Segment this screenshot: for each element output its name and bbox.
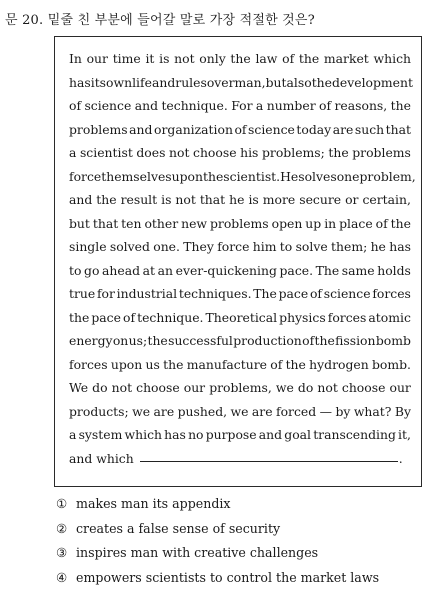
passage-box <box>54 36 422 487</box>
passage-word: are <box>332 121 354 137</box>
passage-word: that <box>385 121 411 137</box>
passage-word: not <box>317 380 338 395</box>
passage-word: the <box>285 356 306 372</box>
passage-word: secure <box>299 192 342 207</box>
passage-word: forces <box>372 286 411 301</box>
passage-word: has <box>164 427 186 442</box>
passage-word: For <box>231 98 253 113</box>
passage-word: we <box>275 380 294 395</box>
passage-word: goal <box>284 427 312 442</box>
passage-line <box>69 118 411 142</box>
option-number: ③ <box>56 545 68 560</box>
passage-word: number <box>266 98 316 113</box>
passage-word: own <box>106 74 133 90</box>
passage-line <box>69 282 411 306</box>
passage-word: We <box>69 380 89 395</box>
answer-option-1[interactable] <box>56 492 379 517</box>
passage-word: is <box>248 192 259 207</box>
passage-word: ten <box>121 215 142 231</box>
passage-word: has <box>69 74 91 90</box>
passage-word: which <box>124 427 162 442</box>
passage-word: does <box>136 145 166 160</box>
passage-word: the <box>298 51 320 66</box>
passage-word: problems <box>209 215 269 231</box>
passage-word: for <box>96 286 115 301</box>
passage-word: He <box>280 168 299 184</box>
passage-word: on <box>112 333 129 348</box>
passage-word: the <box>203 168 224 184</box>
passage-word: the <box>390 215 411 231</box>
passage-word: ahead <box>102 262 141 278</box>
passage-word: not <box>169 145 190 160</box>
passage-word: scientist <box>79 145 133 160</box>
passage-word: upon <box>110 356 143 372</box>
passage-word: themselves <box>101 168 172 184</box>
passage-word: its <box>90 74 107 90</box>
passage-word: upon <box>171 168 203 184</box>
passage-word: not <box>174 51 195 66</box>
passage-word: open <box>271 215 303 231</box>
passage-line <box>69 259 411 283</box>
passage-line <box>69 423 411 447</box>
passage-word: — <box>319 403 333 419</box>
passage-word: a <box>69 145 77 160</box>
passage-word: our <box>389 380 411 395</box>
passage-word: to <box>69 262 82 278</box>
passage-line <box>69 94 411 118</box>
passage-word: organization <box>154 121 233 137</box>
passage-word: not <box>111 380 133 395</box>
passage-word: law <box>255 51 278 66</box>
option-text: empowers scientists to control the market laws <box>76 569 380 585</box>
passage-word: market <box>323 51 369 66</box>
passage-word: production <box>233 333 302 348</box>
passage-word: that <box>199 192 226 207</box>
passage-line <box>69 400 411 424</box>
passage-line <box>69 165 416 189</box>
passage-word: of <box>302 333 315 348</box>
passage-word: it, <box>398 427 411 442</box>
passage-word: physics <box>279 309 326 325</box>
passage-word: the <box>69 309 90 325</box>
passage-word: the <box>147 333 168 348</box>
passage-word: solved <box>109 239 150 254</box>
passage-word: he <box>370 239 386 254</box>
passage-word: same <box>341 262 375 278</box>
passage-word: over <box>206 74 235 90</box>
passage-line <box>69 47 411 71</box>
passage-word: and <box>129 121 153 137</box>
passage-word: new <box>181 215 208 231</box>
passage-word: him <box>252 239 277 254</box>
passage-word: us; <box>128 333 148 348</box>
passage-word: problems <box>352 145 411 160</box>
passage-word: bomb. <box>371 356 411 372</box>
passage-word: system <box>78 427 123 442</box>
passage-word: pace <box>91 309 121 325</box>
passage-word: science <box>84 98 132 113</box>
passage-word: we <box>230 403 249 419</box>
passage-word: techniques. <box>178 286 252 301</box>
passage-word: pace <box>278 286 309 301</box>
passage-word: us <box>145 356 160 372</box>
passage-word: but <box>69 215 90 231</box>
option-text: creates a false sense of security <box>76 520 281 536</box>
passage-word: of <box>309 286 322 301</box>
passage-line <box>69 447 411 471</box>
passage-word: the <box>163 356 184 372</box>
passage-word: problems; <box>261 145 325 160</box>
passage-word: at <box>142 262 156 278</box>
passage-word: atomic <box>368 309 411 325</box>
passage-word: also <box>286 74 312 90</box>
passage-word: such <box>354 121 385 137</box>
passage-word: development <box>331 74 413 90</box>
passage-line <box>69 353 411 377</box>
passage-word: of <box>282 51 295 66</box>
passage-word: them; <box>331 239 368 254</box>
passage-word: and <box>151 74 176 90</box>
passage-word: forced <box>276 403 317 419</box>
passage-word: purpose <box>205 427 257 442</box>
passage-word: or <box>345 192 359 207</box>
passage-word: technique. <box>161 98 228 113</box>
passage-word: energy <box>69 333 113 348</box>
passage-word: technique. <box>137 309 204 325</box>
passage-word: his <box>240 145 259 160</box>
passage-word: reasons, <box>334 98 388 113</box>
passage-word: the <box>314 333 335 348</box>
passage-word: he <box>229 192 245 207</box>
passage-word: of <box>69 98 82 113</box>
passage-word: result <box>120 192 158 207</box>
passage-line <box>69 329 411 353</box>
passage-word: an <box>157 262 174 278</box>
answer-option-3[interactable] <box>56 541 379 566</box>
passage-word: up <box>305 215 322 231</box>
passage-word: choose <box>193 145 237 160</box>
passage-word: science <box>323 286 371 301</box>
passage-word: the <box>311 74 332 90</box>
passage-word: has <box>389 239 411 254</box>
passage-word: rules <box>175 74 207 90</box>
passage-word: bomb <box>375 333 411 348</box>
passage-word: of <box>123 309 136 325</box>
passage-word: true <box>69 286 96 301</box>
passage-word: do <box>92 380 108 395</box>
passage-word: transcending <box>313 427 396 442</box>
passage-word: do <box>297 380 314 395</box>
passage-word: only <box>199 51 226 66</box>
option-number: ① <box>56 496 68 511</box>
passage-line <box>69 376 411 400</box>
passage-word: industrial <box>116 286 178 301</box>
passage-word: Theoretical <box>205 309 278 325</box>
passage-word: and <box>258 427 283 442</box>
passage-word: forces <box>327 309 367 325</box>
passage-text <box>69 47 416 470</box>
passage-word: but <box>265 74 287 90</box>
question-header <box>5 9 315 28</box>
passage-word: holds <box>377 262 411 278</box>
passage-word: the <box>96 192 117 207</box>
passage-word: pace. <box>279 262 314 278</box>
passage-word: life <box>132 74 152 90</box>
passage-word: choose <box>136 380 180 395</box>
passage-line <box>69 71 411 95</box>
answer-option-2[interactable] <box>56 517 379 542</box>
passage-word: is <box>161 192 172 207</box>
passage-word: in <box>324 215 337 231</box>
passage-word: one <box>336 168 360 184</box>
passage-word: of <box>234 121 247 137</box>
option-text: makes man its appendix <box>76 496 231 511</box>
passage-word: products; <box>69 403 129 419</box>
passage-word: that <box>92 215 119 231</box>
passage-word: By <box>394 403 411 419</box>
passage-word: forces <box>69 356 108 372</box>
passage-word: and <box>69 192 93 207</box>
question-prompt: 밑줄 친 부분에 들어갈 말로 가장 적절한 것은? <box>47 13 315 28</box>
passage-line <box>69 235 411 259</box>
passage-word: solve <box>295 239 328 254</box>
passage-word: of <box>270 356 283 372</box>
passage-line <box>69 188 411 212</box>
passage-word: not <box>175 192 196 207</box>
passage-word: a <box>69 427 77 442</box>
passage-word: which <box>373 51 411 66</box>
passage-line <box>69 306 411 330</box>
passage-word: ever-quickening <box>175 262 277 278</box>
passage-word: more <box>262 192 296 207</box>
passage-word: are <box>251 403 273 419</box>
passage-line <box>69 212 411 236</box>
passage-word: to <box>279 239 293 254</box>
passage-word: we <box>132 403 151 419</box>
passage-word: hydrogen <box>309 356 369 372</box>
passage-word: man, <box>234 74 266 90</box>
passage-word: science <box>248 121 295 137</box>
passage-word: place <box>339 215 373 231</box>
passage-word: fission <box>335 333 376 348</box>
passage-word: and which <box>69 450 134 466</box>
passage-word: it <box>145 51 155 66</box>
passage-word: a <box>255 98 264 113</box>
passage-word: our <box>183 380 206 395</box>
answer-option-4[interactable] <box>56 566 379 591</box>
passage-word: is <box>159 51 170 66</box>
passage-word: are <box>153 403 175 419</box>
question-number: 문 20. <box>5 13 44 28</box>
passage-word: other <box>144 215 179 231</box>
passage-word: The <box>315 262 340 278</box>
passage-word: the <box>328 145 349 160</box>
passage-word: problem, <box>359 168 416 184</box>
passage-word: problems, <box>209 380 272 395</box>
passage-word: manufacture <box>186 356 267 372</box>
passage-word: single <box>69 239 107 254</box>
option-number: ④ <box>56 569 68 585</box>
passage-word: force <box>69 168 102 184</box>
passage-word: certain, <box>362 192 411 207</box>
passage-word: of <box>375 215 388 231</box>
passage-word: . <box>398 450 403 466</box>
passage-word: of <box>319 98 332 113</box>
passage-word: by <box>335 403 351 419</box>
passage-word: time <box>112 51 141 66</box>
passage-word: one. <box>153 239 180 254</box>
passage-word: scientist. <box>223 168 281 184</box>
passage-line <box>69 141 411 165</box>
passage-word: our <box>86 51 108 66</box>
answer-options <box>56 492 379 590</box>
passage-word: force <box>217 239 250 254</box>
passage-word: the <box>230 51 251 66</box>
passage-word: successful <box>168 333 233 348</box>
passage-word: the <box>390 98 411 113</box>
option-number: ② <box>56 520 68 536</box>
passage-word: problems <box>69 121 128 137</box>
passage-word: choose <box>341 380 386 395</box>
passage-word: and <box>134 98 159 113</box>
passage-word: no <box>188 427 204 442</box>
passage-word: what? <box>353 403 392 419</box>
passage-word: today <box>296 121 332 137</box>
passage-word: go <box>84 262 100 278</box>
passage-word: They <box>183 239 214 254</box>
passage-word: In <box>69 51 82 66</box>
passage-word: The <box>253 286 277 301</box>
option-text: inspires man with creative challenges <box>76 545 319 560</box>
passage-word: solves <box>298 168 337 184</box>
passage-word: pushed, <box>177 403 228 419</box>
answer-blank <box>140 447 398 462</box>
